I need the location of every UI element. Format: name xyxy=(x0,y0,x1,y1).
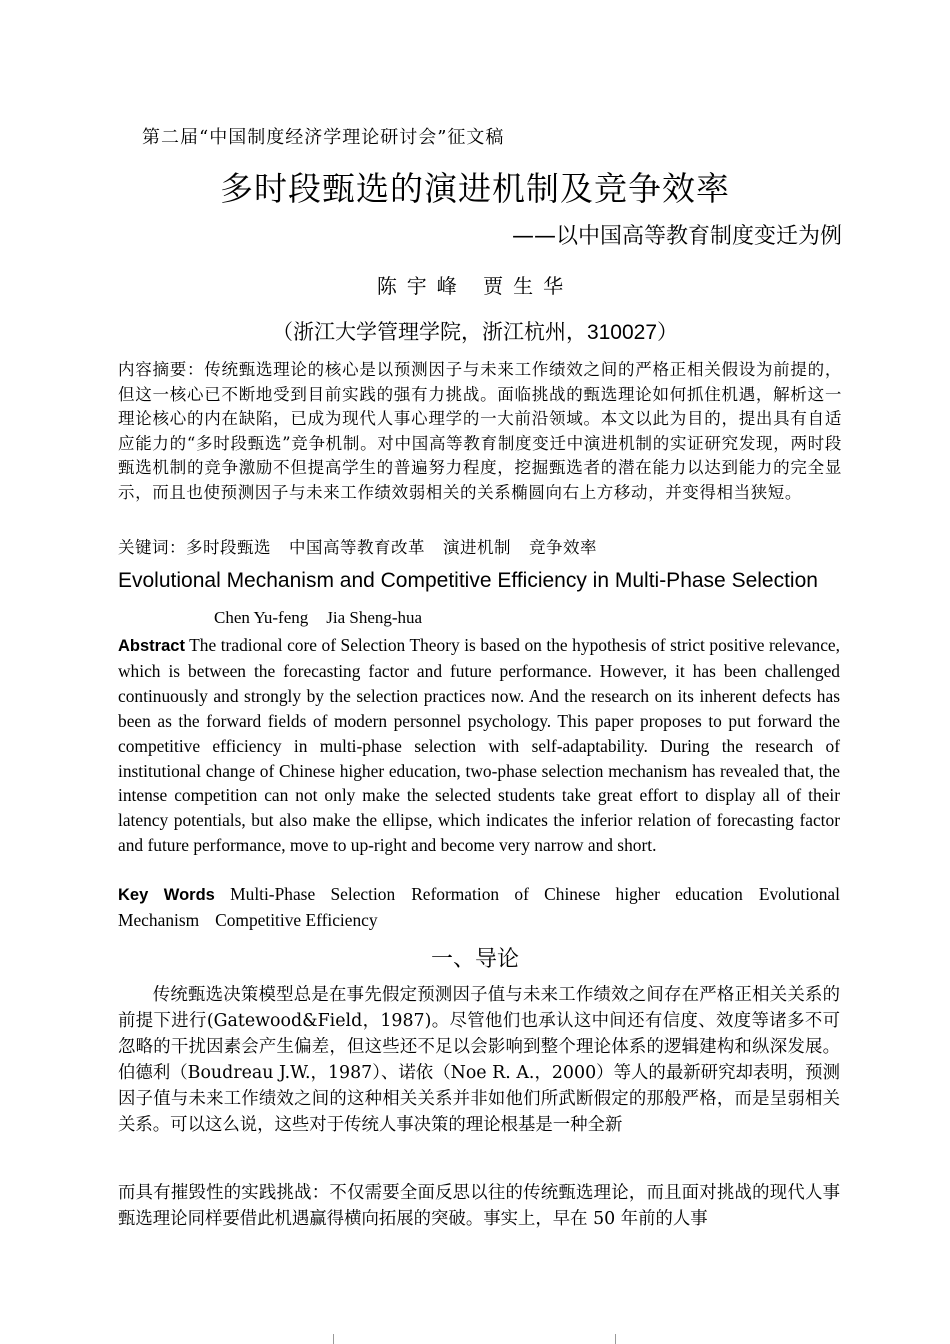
keyword-cn: 竞争效率 xyxy=(529,538,597,557)
affiliation-text: （浙江大学管理学院，浙江杭州， xyxy=(271,320,587,344)
body-paragraph: 而具有摧毁性的实践挑战：不仅需要全面反思以往的传统甄选理论，而且面对挑战的现代人事甄选理论同样要借此机遇赢得横向拓展的突破。事实上，早在 50 年前的人事 xyxy=(118,1183,840,1229)
english-title: Evolutional Mechanism and Competitive Efficiency in Multi-Phase Selection xyxy=(118,569,818,592)
conference-header: 第二届“中国制度经济学理论研讨会”征文稿 xyxy=(142,127,505,148)
keyword-en: Reformation of Chinese higher education xyxy=(411,884,743,904)
keywords-cn xyxy=(118,534,842,558)
page-crop-mark xyxy=(615,1334,616,1344)
english-author-1: Chen Yu-feng xyxy=(214,608,309,627)
abstract-cn-text: 传统甄选理论的核心是以预测因子与未来工作绩效之间的严格正相关假设为前提的，但这一核心已不断地受到目前实践的强有力挑战。面临挑战的甄选理论如何抓住机遇，解析这一理论核心的内在缺陷，已成为现代人事心理学的一大前沿领域。本文以此为目的，提出具有自适应能力的“多时段甄选”竞争机制。对中国高等教育制度变迁中演进机制的实证研究发现，两时段甄选机制的竞争激励不但提高学生的普遍努力程度，挖掘甄选者的潜在能力以达到能力的完全显示，而且也使预测因子与未来工作绩效弱相关的关系椭圆向右上方移动，并变得相当狭短。 xyxy=(118,360,843,502)
abstract-en-text: The tradional core of Selection Theory is based on the hypothesis of strict positive relevance, which is between the forecasting factor and future performance. However, it has been challenged continuously and strongly by the selection practices now. And the research on its inherent defects has been as the forward fields of modern personnel psychology. This paper proposes to put forward the competitive efficiency in multi-phase selection with self-adaptability. During the research of institutional change of Chinese higher education, two-phase selection mechanism has revealed that, the intense competition can not only make the selected students take great effort to display all of their latency potentials, but also make the ellipse, which indicates the inferior relation of forecasting factor and future performance, move to up-right and become very narrow and short. xyxy=(118,635,840,856)
body-paragraph: 传统甄选决策模型总是在事先假定预测因子值与未来工作绩效之间存在严格正相关关系的前提下进行(Gatewood&Field，1987)。尽管他们也承认这中间还有信度、效度等诸多不可忽略的干扰因素会产生偏差，但这些还不足以会影响到整个理论体系的逻辑建构和纵深发展。伯德利（Boudreau J.W.，1987）、诺依（Noe R. A.，2000）等人的最新研究却表明，预测因子值与未来工作绩效之间的这种相关关系并非如他们所武断假定的那般严格，而是呈弱相关关系。可以这么说，这些对于传统人事决策的理论根基是一种全新 xyxy=(118,985,840,1135)
keywords-en xyxy=(118,882,840,933)
affiliation xyxy=(0,316,950,346)
paper-subtitle: ——以中国高等教育制度变迁为例 xyxy=(511,224,842,249)
paper-title: 多时段甄选的演进机制及竞争效率 xyxy=(220,169,730,208)
keyword-en: Competitive Efficiency xyxy=(215,909,378,930)
abstract-en xyxy=(118,633,840,858)
keywords-en-label: Key Words xyxy=(118,886,215,904)
english-author-2: Jia Sheng-hua xyxy=(326,608,423,627)
affiliation-close: ） xyxy=(657,320,679,344)
keyword-cn: 演进机制 xyxy=(443,538,511,557)
author-names: 陈宇峰 贾生华 xyxy=(376,274,574,298)
abstract-cn xyxy=(118,358,842,506)
page-crop-mark xyxy=(333,1334,334,1344)
keywords-cn-label: 关键词： xyxy=(118,538,186,557)
section-heading: 一、导论 xyxy=(430,947,519,972)
keyword-en: Evolutional Mechanism xyxy=(118,884,840,930)
abstract-en-label: Abstract xyxy=(118,637,185,655)
keyword-en: Multi-Phase Selection xyxy=(230,884,396,904)
abstract-cn-label: 内容摘要： xyxy=(118,360,205,379)
english-authors xyxy=(214,608,440,628)
keyword-cn: 中国高等教育改革 xyxy=(289,538,425,557)
keyword-cn: 多时段甄选 xyxy=(186,538,271,557)
affiliation-zip: 310027 xyxy=(586,321,658,344)
